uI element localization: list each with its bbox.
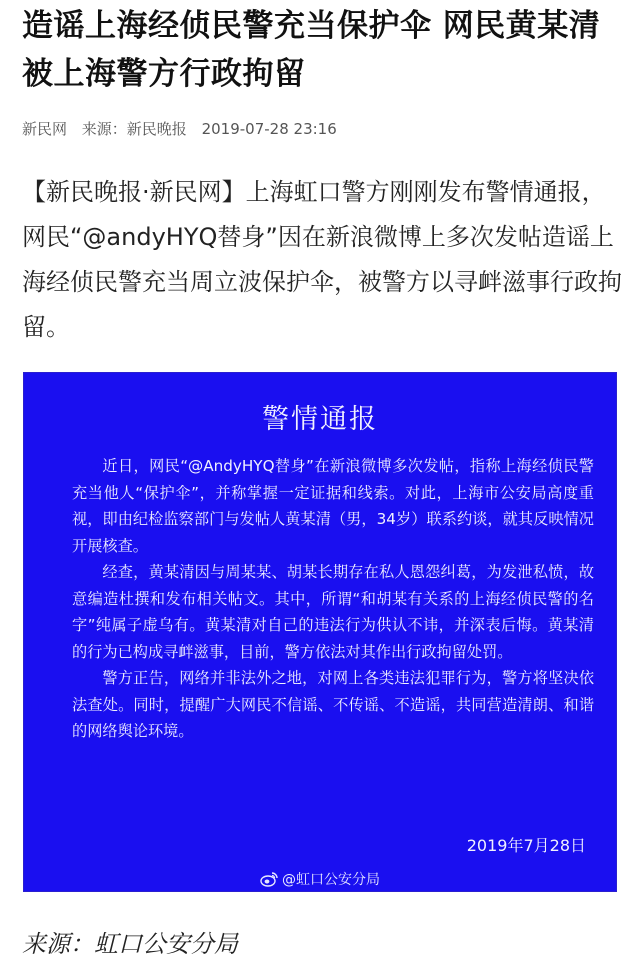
article-headline: 造谣上海经侦民警充当保护伞 网民黄某清被上海警方行政拘留 <box>22 8 601 92</box>
notice-body <box>72 453 594 745</box>
article-meta <box>22 118 347 139</box>
notice-source-text: @虹口公安分局 <box>282 872 380 888</box>
weibo-icon <box>260 871 278 891</box>
notice-date: 2019年7月28日 <box>466 836 586 855</box>
meta-source: 来源：新民晚报 <box>81 120 187 138</box>
image-source-note: 来源：虹口公安分局 <box>22 930 238 958</box>
notice-paragraph: 警方正告，网络并非法外之地，对网上各类违法犯罪行为，警方将坚决依法查处。同时，提醒广大网民不信谣、不传谣、不造谣，共同营造清朗、和谐的网络舆论环境。 <box>72 669 594 740</box>
meta-datetime: 2019-07-28 23:16 <box>201 120 337 138</box>
notice-source <box>24 869 616 891</box>
meta-site[interactable]: 新民网 <box>22 120 68 138</box>
notice-paragraph: 经查，黄某清因与周某某、胡某长期存在私人恩怨纠葛，为发泄私愤，故意编造杜撰和发布相关帖文。其中，所谓“和胡某有关系的上海经侦民警的名字”纯属子虚乌有。黄某清对自己的违法行为供认不讳，并深表后悔。黄某清的行为已构成寻衅滋事，目前，警方依法对其作出行政拘留处罚。 <box>72 563 594 661</box>
notice-title: 警情通报 <box>262 404 378 435</box>
article-lead: 【新民晚报·新民网】上海虹口警方刚刚发布警情通报，网民“@andyHYQ替身”因在新浪微博上多次发帖造谣上海经侦民警充当周立波保护伞，被警方以寻衅滋事行政拘留。 <box>22 178 622 341</box>
police-notice-image <box>23 372 617 892</box>
notice-paragraph: 近日，网民“@AndyHYQ替身”在新浪微博多次发帖，指称上海经侦民警充当他人“保护伞”，并称掌握一定证据和线索。对此，上海市公安局高度重视，即由纪检监察部门与发帖人黄某清（男，34岁）联系约谈，就其反映情况开展核查。 <box>72 457 594 555</box>
